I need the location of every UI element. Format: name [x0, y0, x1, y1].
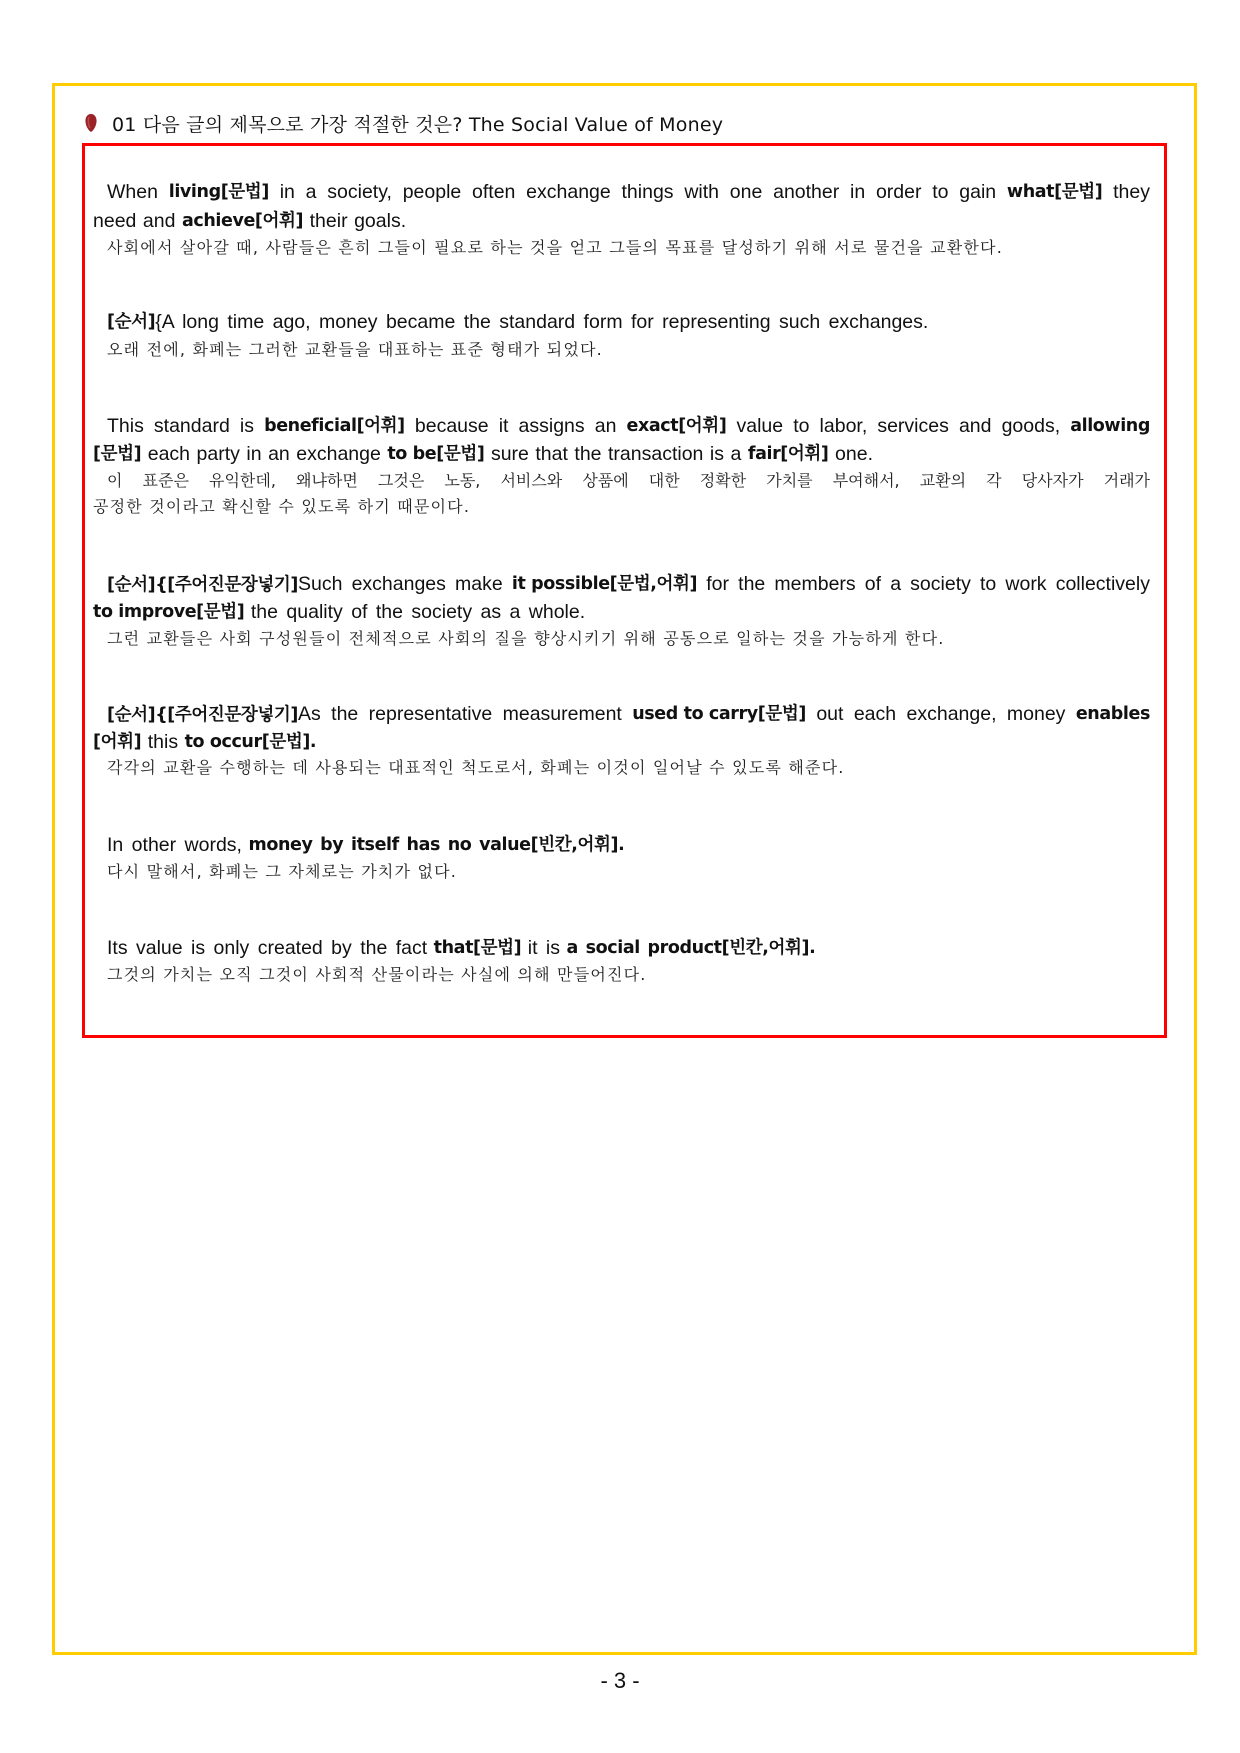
annotated-term: achieve[어휘] — [181, 211, 304, 231]
word: each — [147, 443, 191, 465]
word: because — [414, 415, 489, 437]
word: in — [279, 181, 295, 203]
teardrop-bullet-icon — [84, 113, 98, 133]
annotated-term: [순서]{[주어진문장넣기] — [107, 575, 298, 595]
word: services — [877, 415, 949, 437]
word: work — [1005, 573, 1047, 595]
sentence-4-translation: 그런 교환들은 사회 구성원들이 전체적으로 사회의 질을 향상시키기 위해 공동으로 일하는 것을 가능하게 한다. — [107, 629, 945, 648]
word: labor, — [819, 415, 868, 437]
word: 서비스와 — [500, 471, 563, 490]
word: they — [1113, 181, 1150, 203]
word: to — [932, 181, 949, 203]
sentence-6-line-1 — [107, 831, 1150, 859]
sentence-3-translation-line-1 — [107, 467, 1150, 495]
word: 그것은 — [377, 471, 425, 490]
sentence-6-translation: 다시 말해서, 화폐는 그 자체로는 가치가 없다. — [107, 862, 458, 881]
word: 정확한 — [699, 471, 747, 490]
annotated-term: allowing — [1070, 416, 1150, 436]
word: is — [709, 443, 724, 465]
word: goals. — [354, 210, 407, 232]
word: assigns — [518, 415, 585, 437]
sentence-4-line-1 — [107, 570, 1150, 599]
word: members — [774, 573, 856, 595]
word: 대한 — [648, 471, 680, 490]
sentence-1-line-1 — [107, 178, 1150, 206]
word: party — [196, 443, 240, 465]
sentence-2-line-1 — [107, 308, 1150, 336]
word: their — [309, 210, 348, 232]
word: exchange — [526, 181, 611, 203]
word: a — [730, 443, 742, 465]
word: 당사자가 — [1021, 471, 1084, 490]
sentence-7-translation: 그것의 가치는 오직 그것이 사회적 산물이라는 사실에 의해 만들어진다. — [107, 965, 647, 984]
question-header — [84, 109, 723, 137]
word: to — [793, 415, 810, 437]
word: and — [958, 415, 992, 437]
word: When — [107, 181, 158, 203]
annotated-term: [문법] — [93, 444, 142, 464]
word: out — [816, 703, 844, 725]
sentence-3-translation-line-2: 공정한 것이라고 확신할 수 있도록 하기 때문이다. — [93, 497, 471, 516]
word: money — [1006, 703, 1066, 725]
word: a — [305, 181, 317, 203]
word: the — [738, 573, 766, 595]
annotated-term: a social product[빈칸,어휘]. — [566, 938, 816, 958]
word: another — [773, 181, 840, 203]
word: goods, — [1001, 415, 1061, 437]
page-number: - 3 - — [600, 1668, 640, 1693]
word: a — [890, 573, 902, 595]
word: 가치를 — [766, 471, 813, 490]
word: representative — [368, 703, 493, 725]
sentence-5-translation: 각각의 교환을 수행하는 데 사용되는 대표적인 척도로서, 화폐는 이것이 일어날 수 있도록 해준다. — [107, 758, 845, 777]
word-group — [107, 570, 342, 599]
word: is — [239, 415, 254, 437]
word: order — [875, 181, 922, 203]
sentence-7-line-1 — [107, 934, 1150, 962]
annotated-term: to be[문법] — [387, 444, 485, 464]
annotated-term: [순서] — [107, 312, 156, 332]
sentence-5-line-2 — [93, 728, 1150, 756]
word: in — [246, 443, 262, 465]
word: 유익한데, — [209, 471, 276, 490]
sentence-3-line-2 — [93, 440, 1150, 468]
word: society — [910, 573, 971, 595]
word: exchange, — [906, 703, 997, 725]
sentence-1-line-2 — [93, 207, 1150, 235]
word: 이 — [107, 471, 123, 490]
sentence-2-translation: 오래 전에, 화폐는 그러한 교환들을 대표하는 표준 형태가 되었다. — [107, 340, 603, 359]
annotated-term: enables — [1075, 704, 1150, 724]
annotated-term: it possible[문법,어휘] — [511, 574, 698, 594]
annotated-term: to improve[문법] — [93, 602, 245, 622]
word: that — [535, 443, 568, 465]
word: of — [864, 573, 882, 595]
word: in — [850, 181, 866, 203]
sentence-text: Its value is only created by the fact — [107, 937, 428, 959]
word: value — [736, 415, 784, 437]
word: need — [93, 210, 137, 232]
annotated-term: what[문법] — [1006, 182, 1103, 202]
word: for — [706, 573, 730, 595]
annotated-term: living[문법] — [168, 182, 269, 202]
annotated-term: [순서]{[주어진문장넣기] — [107, 705, 298, 725]
word: measurement — [502, 703, 622, 725]
sentence-4-line-2 — [93, 598, 1150, 626]
sentence-3-line-1 — [107, 412, 1150, 440]
word-group — [107, 700, 321, 729]
word: one — [729, 181, 763, 203]
word: 부여해서, — [832, 471, 900, 490]
word: often — [472, 181, 516, 203]
word: 왜냐하면 — [296, 471, 358, 490]
word: collectively — [1055, 573, 1150, 595]
word: to — [980, 573, 997, 595]
annotated-term: exact[어휘] — [626, 416, 727, 436]
sentence-text: it is — [527, 937, 561, 959]
annotated-term: to occur[문법]. — [184, 732, 317, 752]
word: sure — [490, 443, 529, 465]
annotated-term: fair[어휘] — [747, 444, 829, 464]
word: people — [402, 181, 462, 203]
word: the — [574, 443, 602, 465]
word: it — [498, 415, 509, 437]
word: 표준은 — [142, 471, 189, 490]
word: the — [331, 703, 359, 725]
question-title: 01 다음 글의 제목으로 가장 적절한 것은? The Social Value of Money — [112, 113, 724, 136]
word: society, — [327, 181, 392, 203]
word: an — [268, 443, 290, 465]
annotated-term: used to carry[문법] — [632, 704, 806, 724]
word: As — [298, 703, 321, 725]
word: 교환의 — [919, 471, 967, 490]
word: 노동, — [444, 471, 481, 490]
word: 각 — [986, 471, 1002, 490]
annotated-term: beneficial[어휘] — [264, 416, 405, 436]
word: exchange — [296, 443, 381, 465]
word: this — [147, 731, 179, 753]
word: each — [853, 703, 897, 725]
annotated-term: that[문법] — [433, 938, 522, 958]
word: exchanges — [351, 573, 446, 595]
word: transaction — [608, 443, 704, 465]
word: and — [142, 210, 176, 232]
word: things — [621, 181, 674, 203]
sentence-text: In other words, — [107, 834, 242, 856]
word: an — [594, 415, 617, 437]
word: one. — [835, 443, 873, 465]
word: standard — [153, 415, 230, 437]
word: gain — [959, 181, 997, 203]
sentence-text: {A long time ago, money became the standard form for representing such exchanges. — [155, 311, 929, 333]
word: make — [455, 573, 503, 595]
sentence-text: the quality of the society as a whole. — [250, 601, 586, 623]
annotated-term: [어휘] — [93, 732, 142, 752]
word: This — [107, 415, 144, 437]
sentence-1-translation: 사회에서 살아갈 때, 사람들은 흔히 그들이 필요로 하는 것을 얻고 그들의 목표를 달성하기 위해 서로 물건을 교환한다. — [107, 238, 1003, 257]
sentence-5-line-1 — [107, 700, 1150, 729]
word: 거래가 — [1103, 471, 1150, 490]
word: 상품에 — [582, 471, 629, 490]
word: with — [684, 181, 720, 203]
annotated-term: money by itself has no value[빈칸,어휘]. — [248, 835, 625, 855]
word: Such — [298, 573, 343, 595]
